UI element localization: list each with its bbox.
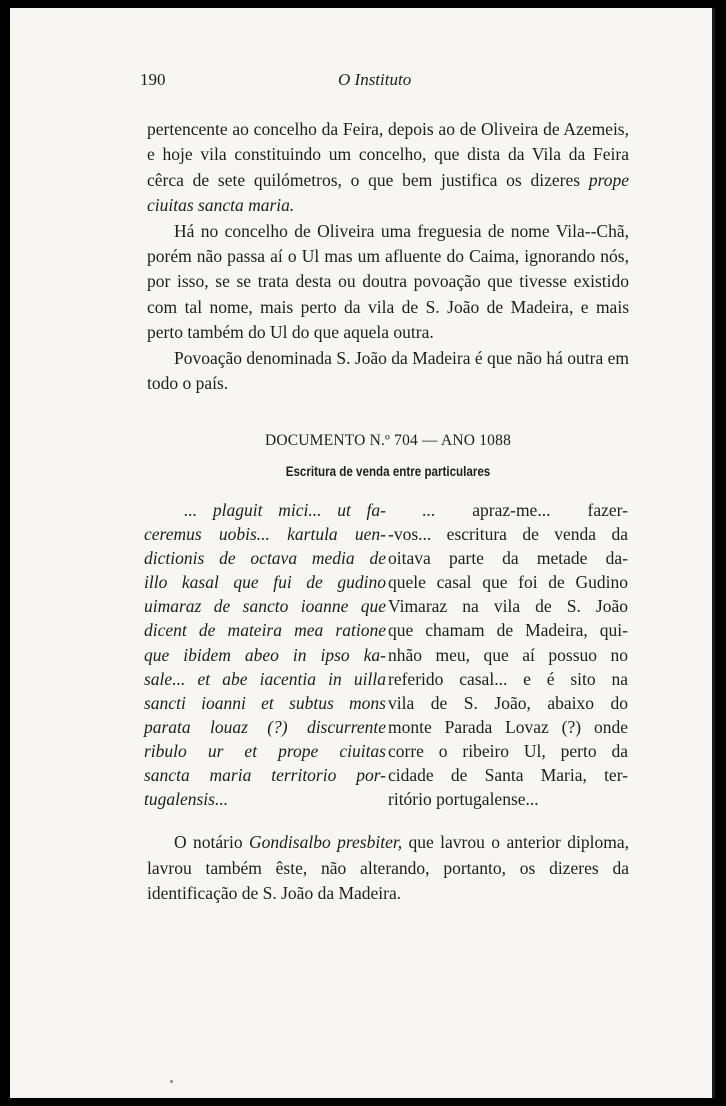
portuguese-line: -vos... escritura de venda da: [388, 524, 628, 545]
portuguese-line: oitava parte da metade da-: [388, 548, 628, 569]
document-subheading: Escritura de venda entre particulares: [285, 464, 491, 479]
portuguese-line: referido casal... e é sito na: [388, 668, 628, 689]
latin-line: dictionis de octava media de: [144, 548, 386, 569]
body-text: [147, 117, 629, 396]
latin-line: tugalensis...: [144, 789, 229, 810]
portuguese-line: monte Parada Lovaz (?) onde: [388, 716, 628, 737]
closing-paragraph-block: [147, 830, 629, 907]
book-page: [10, 8, 715, 1098]
portuguese-line: corre o ribeiro Ul, perto da: [388, 740, 628, 761]
latin-line: parata louaz (?) discurrente: [144, 716, 386, 737]
latin-line: que ibidem abeo in ipso ka-: [144, 644, 386, 665]
paragraph-3: Povoação denominada S. João da Madeira é que não há outra em todo o país.: [147, 347, 629, 394]
latin-line: sale... et abe iacentia in uilla: [144, 668, 386, 689]
latin-line: ... plaguit mici... ut fa-: [184, 500, 386, 520]
latin-line: uimaraz de sancto ioanne que: [144, 596, 386, 617]
notary-name: Gondisalbo presbiter,: [249, 832, 403, 852]
paragraph-2: Há no concelho de Oliveira uma freguesia de nome Vila--Chã, porém não passa aí o Ul mas um afluente do Caima, ignorando nós, por isso, se se trata desta ou doutra povoação que tivesse existido com tal nome, mais perto da vila de S. João de Madeira, e mais perto também do Ul do que aquela outra.: [147, 220, 629, 343]
paragraph-1-text: pertencente ao concelho da Feira, depois ao de Oliveira de Azemeis, e hoje vila constituindo um concelho, que dista da Vila da Feira cêrca de sete quilómetros, o que bem justifica os dizeres: [147, 119, 629, 190]
closing-rest: que lavrou o anterior diploma, lavrou também êste, não alterando, portanto, os dizeres da identificação de S. João da Madeira.: [147, 832, 629, 904]
latin-line: dicent de mateira mea ratione: [144, 620, 386, 641]
paragraph-1: [147, 117, 629, 219]
closing-paragraph: [147, 830, 629, 907]
portuguese-line: nhão meu, que aí possuo no: [388, 644, 628, 665]
latin-line: sancta maria territorio por-: [144, 765, 386, 786]
scan-edge: [712, 8, 715, 1098]
document-heading: DOCUMENTO N.º 704 — ANO 1088: [264, 432, 512, 449]
latin-line: ribulo ur et prope ciuitas: [144, 740, 386, 761]
latin-column: [144, 498, 386, 811]
portuguese-line: vila de S. João, abaixo do: [388, 692, 628, 713]
portuguese-line: ritório portugalense...: [388, 789, 539, 810]
portuguese-line: quele casal que foi de Gudino: [388, 572, 628, 593]
latin-line: sancti ioanni et subtus mons: [144, 692, 386, 713]
journal-title: O Instituto: [338, 70, 412, 89]
portuguese-line: Vimaraz na vila de S. João: [388, 596, 628, 617]
scan-speck: [170, 1080, 173, 1083]
latin-line: ceremus uobis... kartula uen-: [144, 524, 386, 545]
portuguese-column: [388, 498, 628, 811]
portuguese-line: que chamam de Madeira, qui-: [388, 620, 628, 641]
latin-quote: prope ciuitas sancta maria.: [147, 169, 629, 216]
latin-line: illo kasal que fui de gudino: [144, 572, 386, 593]
running-head: [140, 70, 620, 96]
closing-intro: O notário: [174, 832, 250, 852]
portuguese-line: ... apraz-me... fazer-: [422, 500, 628, 520]
page-number: 190: [140, 70, 166, 89]
portuguese-line: cidade de Santa Maria, ter-: [388, 765, 628, 786]
